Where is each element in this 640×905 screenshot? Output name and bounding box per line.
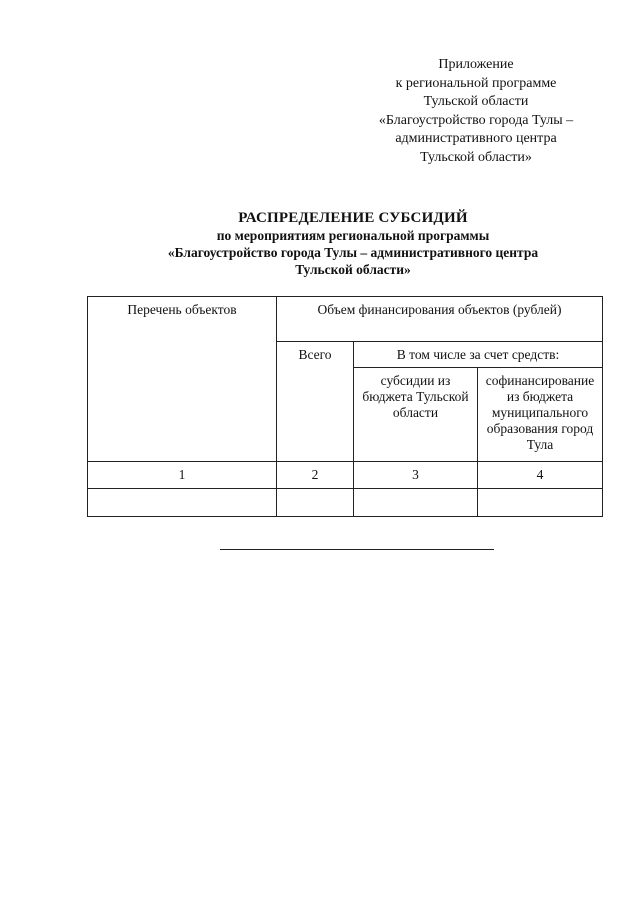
appendix-block xyxy=(362,56,590,167)
header-objects-list: Перечень объектов xyxy=(88,297,277,462)
header-cofinancing: софинансирование из бюджета муниципального образования город Тула xyxy=(478,368,603,462)
document-title xyxy=(118,210,588,278)
title-main: РАСПРЕДЕЛЕНИЕ СУБСИДИЙ xyxy=(238,210,468,226)
title-line: Тульской области» xyxy=(295,262,411,277)
table-cell xyxy=(88,489,277,517)
column-number-row xyxy=(88,462,603,489)
appendix-line: Тульской области» xyxy=(420,149,532,165)
header-funding-volume: Объем финансирования объектов (рублей) xyxy=(277,297,603,342)
column-number: 1 xyxy=(88,462,277,489)
table-cell xyxy=(354,489,478,517)
appendix-line: Приложение xyxy=(438,57,514,72)
appendix-line: Тульской области xyxy=(423,94,529,109)
header-subsidy: субсидии из бюджета Тульской области xyxy=(354,368,478,462)
title-line: по мероприятиям региональной программы xyxy=(216,228,490,243)
table-row xyxy=(88,489,603,517)
table-cell xyxy=(277,489,354,517)
table-cell xyxy=(478,489,603,517)
column-number: 4 xyxy=(478,462,603,489)
appendix-line: к региональной программе xyxy=(395,75,557,91)
header-total: Всего xyxy=(277,342,354,462)
subsidy-distribution-table xyxy=(87,296,603,517)
header-including: В том числе за счет средств: xyxy=(354,342,603,368)
appendix-line: административного центра xyxy=(395,131,557,146)
column-number: 3 xyxy=(354,462,478,489)
table-header-row xyxy=(88,297,603,342)
title-line: «Благоустройство города Тулы – административного центра xyxy=(167,245,539,260)
appendix-line: «Благоустройство города Тулы – xyxy=(378,112,574,128)
closing-rule xyxy=(220,549,494,550)
column-number: 2 xyxy=(277,462,354,489)
